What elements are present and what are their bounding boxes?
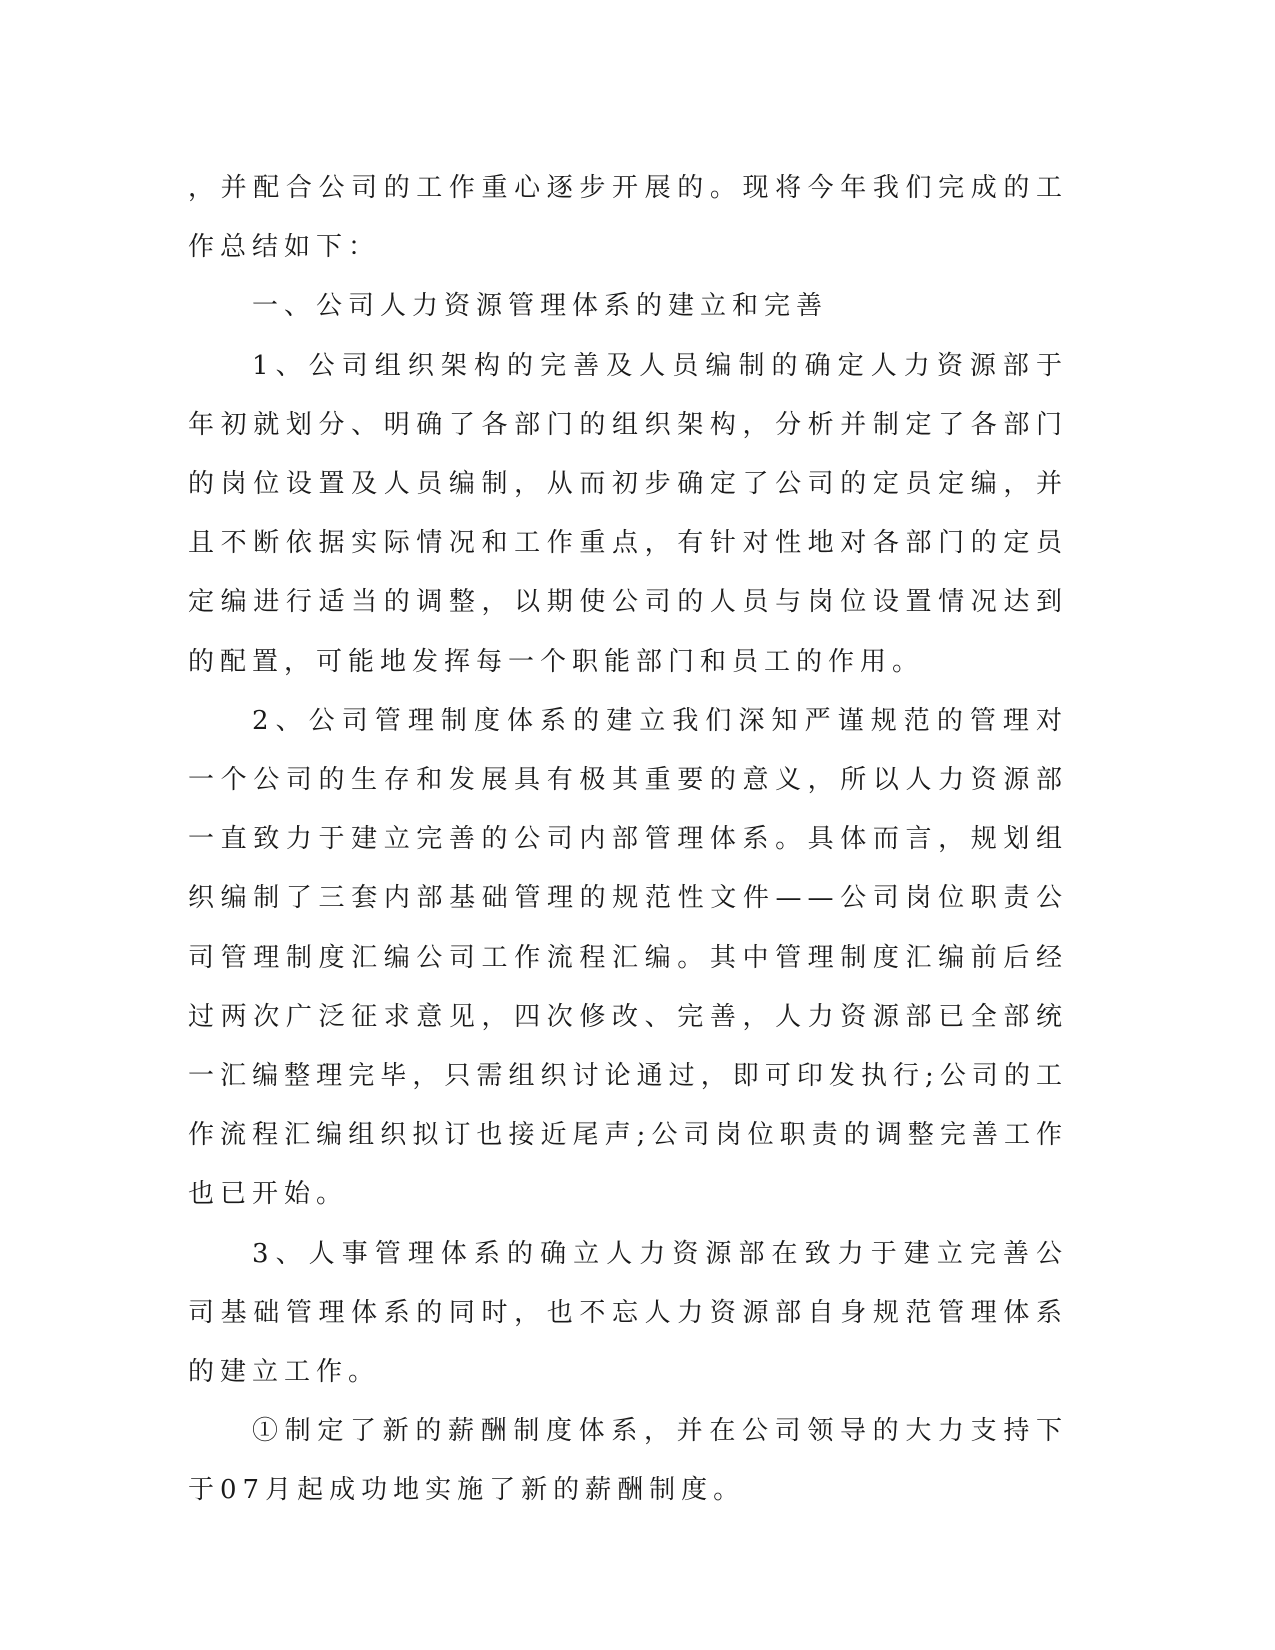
paragraph-intro-continuation: ，并配合公司的工作重心逐步开展的。现将今年我们完成的工作总结如下： <box>188 173 1068 263</box>
document-body <box>188 159 1068 1521</box>
paragraph-personnel-system: 3、人事管理体系的确立人力资源部在致力于建立完善公司基础管理体系的同时，也不忘人力资源部自身规范管理体系的建立工作。 <box>188 1238 1068 1388</box>
paragraph-management-system: 2、公司管理制度体系的建立我们深知严谨规范的管理对一个公司的生存和发展具有极其重要的意义，所以人力资源部一直致力于建立完善的公司内部管理体系。具体而言，规划组织编制了三套内部基础管理的规范性文件——公司岗位职责公司管理制度汇编公司工作流程汇编。其中管理制度汇编前后经过两次广泛征求意见，四次修改、完善，人力资源部已全部统一汇编整理完毕，只需组织讨论通过，即可印发执行;公司的工作流程汇编组织拟订也接近尾声;公司岗位职责的调整完善工作也已开始。 <box>188 705 1068 1210</box>
section-heading-hr-system: 一、公司人力资源管理体系的建立和完善 <box>252 291 829 322</box>
paragraph-org-structure: 1、公司组织架构的完善及人员编制的确定人力资源部于年初就划分、明确了各部门的组织架构，分析并制定了各部门的岗位设置及人员编制，从而初步确定了公司的定员定编，并且不断依据实际情况和工作重点，有针对性地对各部门的定员定编进行适当的调整，以期使公司的人员与岗位设置情况达到的配置，可能地发挥每一个职能部门和员工的作用。 <box>188 350 1068 677</box>
paragraph-salary-system: ①制定了新的薪酬制度体系，并在公司领导的大力支持下于07月起成功地实施了新的薪酬制度。 <box>188 1416 1068 1506</box>
